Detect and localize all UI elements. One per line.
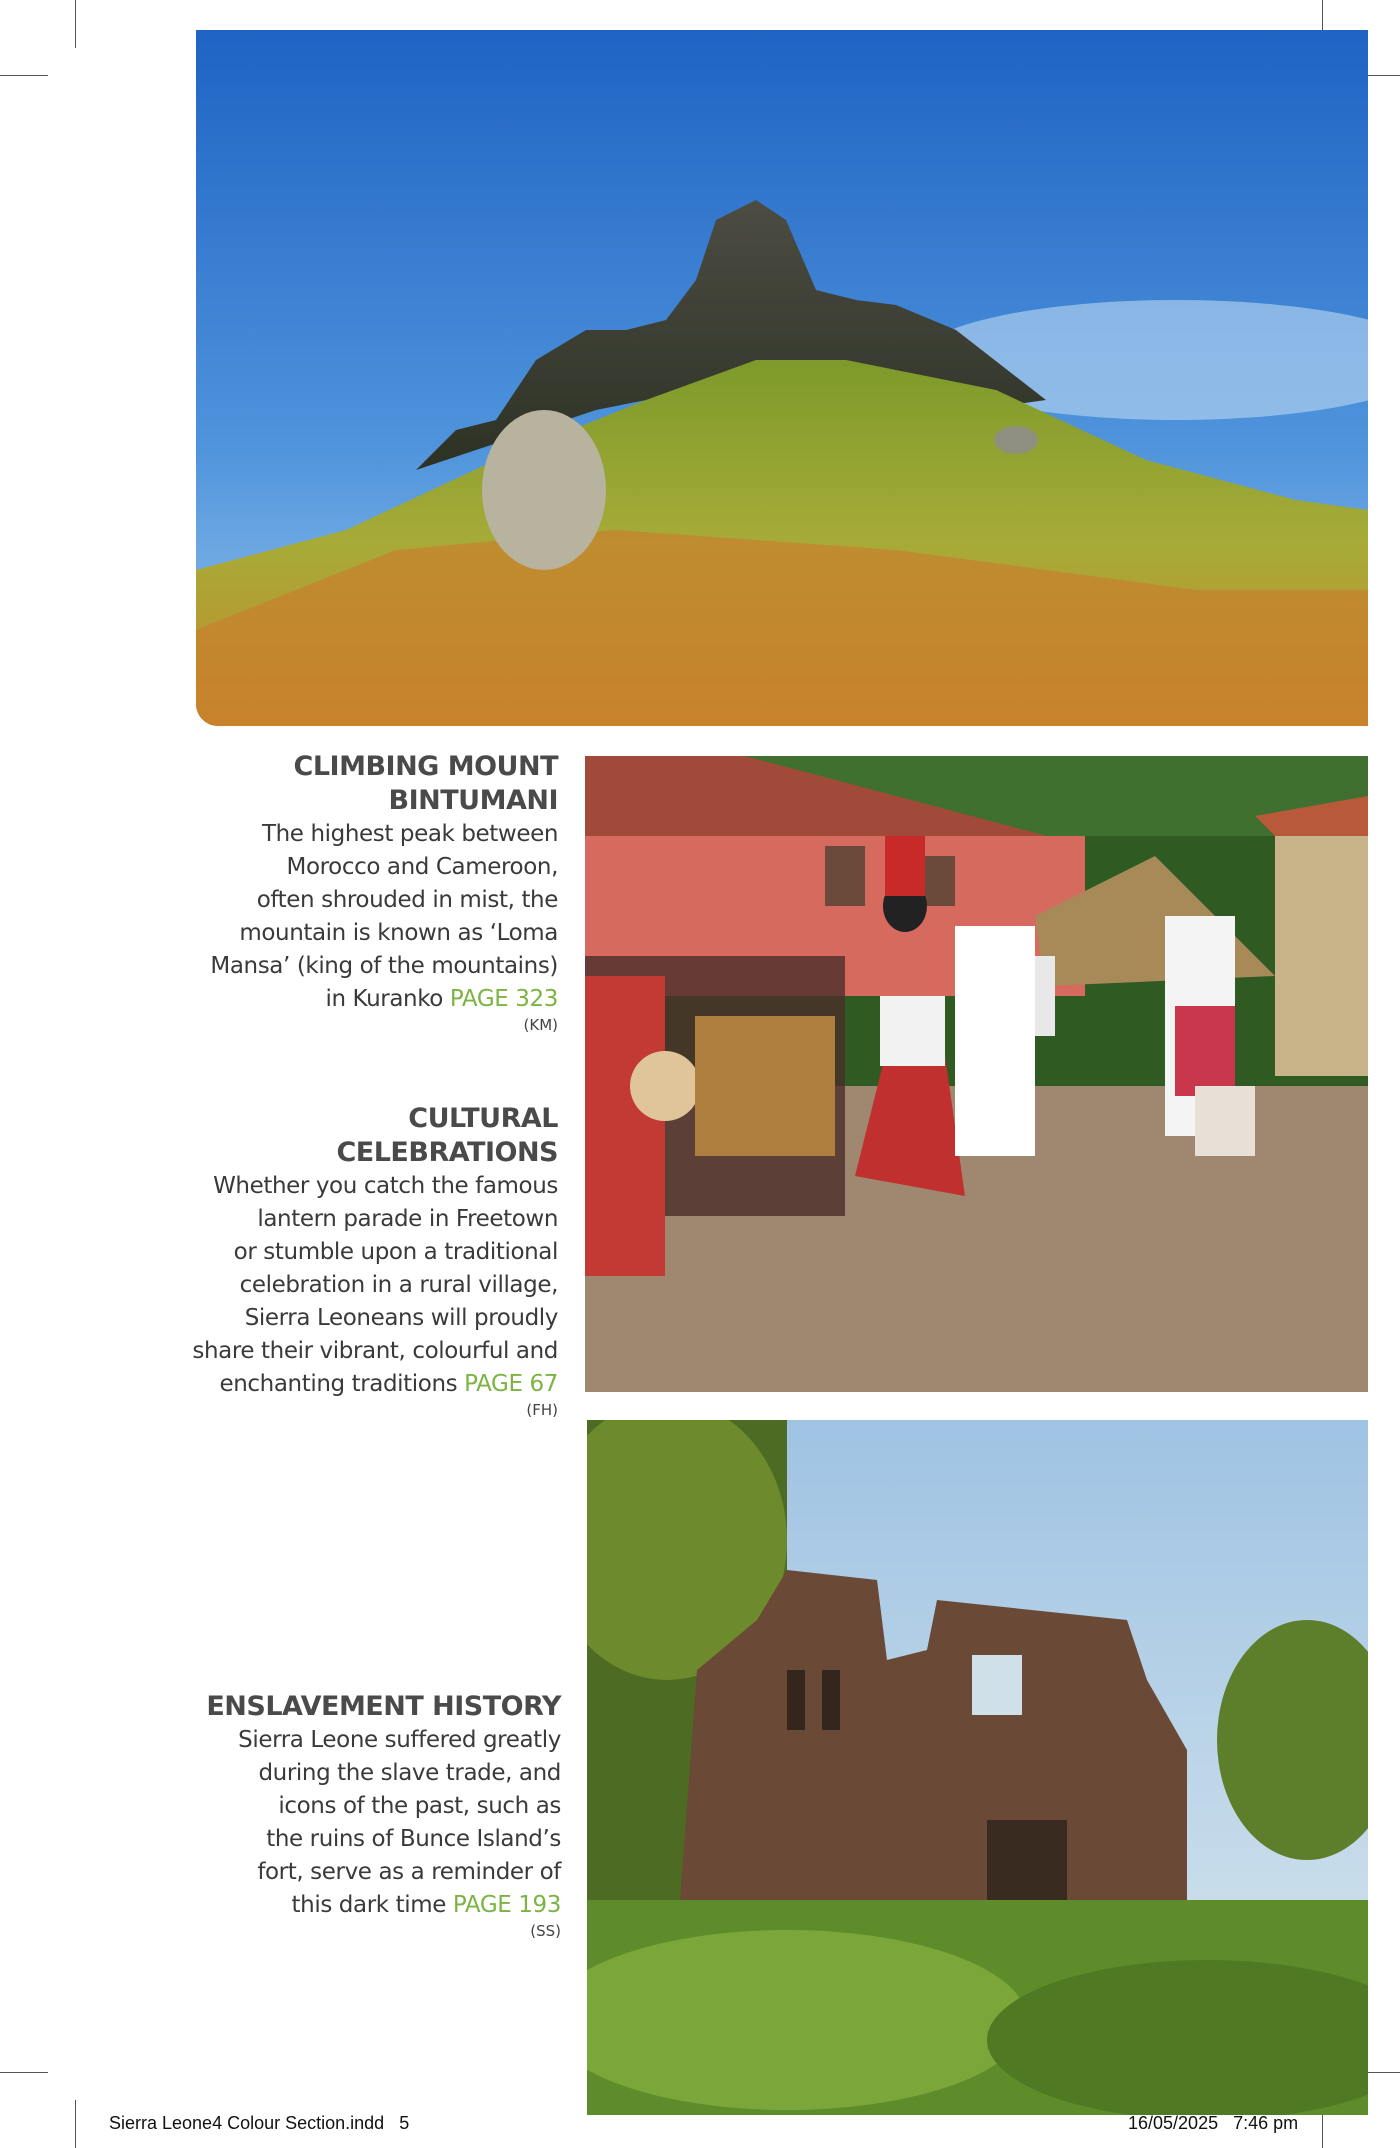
caption-cultural-celebrations <box>180 1102 558 1419</box>
caption-body-line: icons of the past, such as <box>278 1793 561 1819</box>
caption-body-line: Mansa’ (king of the mountains) <box>210 953 558 979</box>
caption-body <box>180 1170 558 1401</box>
caption-body-line: lantern parade in Freetown <box>257 1206 558 1232</box>
page-reference-link[interactable]: PAGE 193 <box>452 1892 561 1918</box>
caption-body-line: during the slave trade, and <box>258 1760 561 1786</box>
bunce-island-ruins-photo <box>587 1420 1368 2115</box>
footer-time: 7:46 pm <box>1233 2113 1299 2133</box>
caption-body-line: celebration in a rural village, <box>239 1272 558 1298</box>
photo-credit: (SS) <box>530 1922 561 1940</box>
page-reference-link[interactable]: PAGE 323 <box>449 986 558 1012</box>
caption-body-line: Sierra Leone suffered greatly <box>238 1727 561 1753</box>
caption-title <box>180 1690 561 1724</box>
caption-body-line: Morocco and Cameroon, <box>286 854 558 880</box>
cultural-celebration-photo <box>585 756 1368 1392</box>
caption-enslavement-history <box>180 1690 561 1940</box>
caption-climbing-mount-bintumani <box>180 750 558 1034</box>
caption-title-line: BINTUMANI <box>388 785 558 816</box>
photo-credit: (FH) <box>526 1401 558 1419</box>
footer-file-name: Sierra Leone4 Colour Section.indd <box>109 2113 385 2133</box>
caption-title <box>180 1102 558 1170</box>
caption-title <box>180 750 558 818</box>
caption-body-line: share their vibrant, colourful and <box>192 1338 558 1364</box>
caption-body <box>180 1724 561 1922</box>
caption-body-line: fort, serve as a reminder of <box>257 1859 561 1885</box>
caption-body-line: Whether you catch the famous <box>213 1173 558 1199</box>
footer-slug-left <box>109 2113 409 2134</box>
page-reference-link[interactable]: PAGE 67 <box>464 1371 558 1397</box>
caption-body-line: The highest peak between <box>261 821 558 847</box>
caption-body-line: enchanting traditions <box>219 1371 458 1397</box>
crop-mark-top-left-vertical <box>75 0 76 48</box>
caption-title-line: ENSLAVEMENT HISTORY <box>206 1691 561 1722</box>
caption-body-line: this dark time <box>291 1892 446 1918</box>
caption-body-line: or stumble upon a traditional <box>233 1239 558 1265</box>
caption-body-line: often shrouded in mist, the <box>256 887 558 913</box>
caption-body-line: mountain is known as ‘Loma <box>239 920 558 946</box>
footer-date: 16/05/2025 <box>1128 2113 1219 2133</box>
crop-mark-bottom-left-vertical <box>75 2100 76 2148</box>
crop-mark-top-left-horizontal <box>0 75 48 76</box>
footer-page-number: 5 <box>399 2113 410 2133</box>
caption-body-line: the ruins of Bunce Island’s <box>266 1826 561 1852</box>
photo-credit: (KM) <box>523 1016 558 1034</box>
mount-bintumani-photo <box>196 30 1368 726</box>
caption-body <box>180 818 558 1016</box>
caption-title-line: CULTURAL CELEBRATIONS <box>336 1103 558 1168</box>
caption-body-line: in Kuranko <box>325 986 443 1012</box>
caption-title-line: CLIMBING MOUNT <box>293 751 558 782</box>
footer-slug-right <box>1128 2113 1298 2134</box>
crop-mark-bottom-left-horizontal <box>0 2072 48 2073</box>
caption-body-line: Sierra Leoneans will proudly <box>244 1305 558 1331</box>
